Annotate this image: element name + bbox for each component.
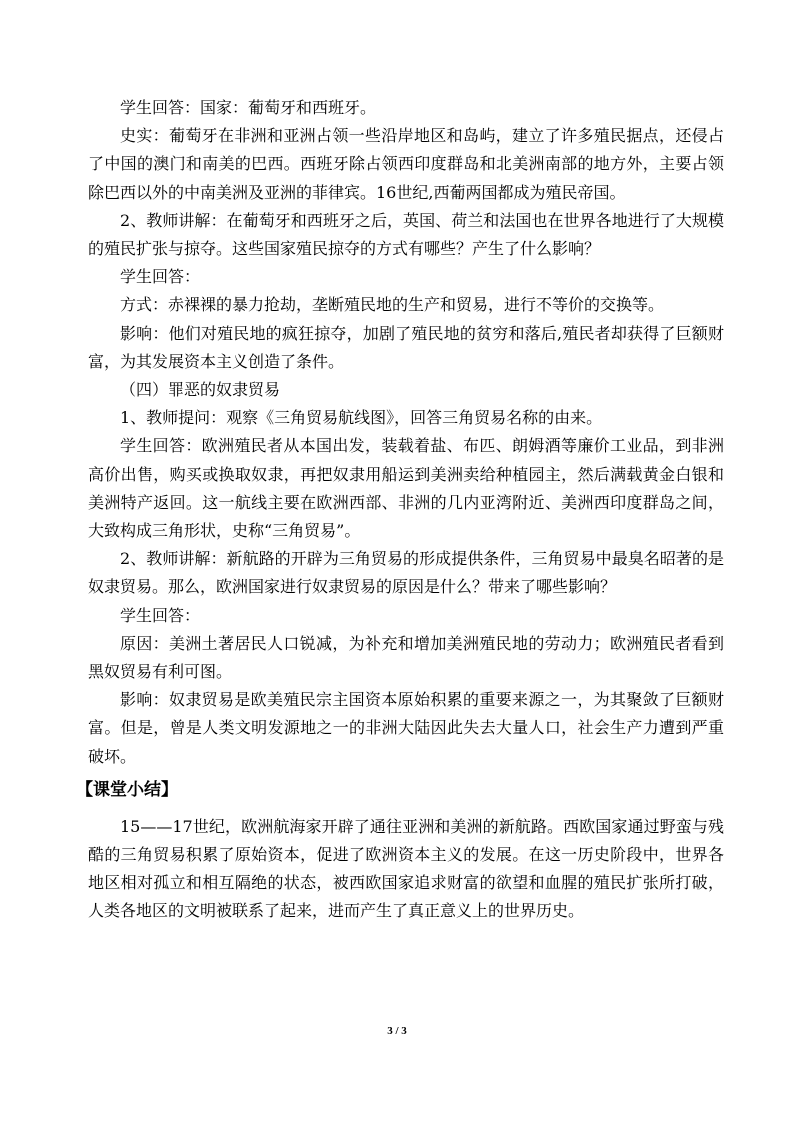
summary-heading: 【课堂小结】: [76, 779, 178, 800]
paragraph-methods: 方式：赤裸裸的暴力抢劫，垄断殖民地的生产和贸易，进行不等价的交换等。: [120, 295, 665, 315]
document-body: [76, 94, 724, 926]
paragraph-student-answer-triangle: 学生回答：欧洲殖民者从本国出发，装载着盐、布匹、朗姆酒等廉价工业品，到非洲高价出售，购买或换取奴隶，再把奴隶用船运到美洲卖给种植园主，然后满载黄金白银和美洲特产返回。这一航线主要在欧洲西部、非洲的几内亚湾附近、美洲西印度群岛之间，大致构成三角形状，史称“三角贸易”。: [88, 436, 724, 541]
paragraph-historical-facts: 史实：葡萄牙在非洲和亚洲占领一些沿岸地区和岛屿，建立了许多殖民据点，还侵占了中国的澳门和南美的巴西。西班牙除占领西印度群岛和北美洲南部的地方外，主要占领除巴西以外的中南美洲及亚洲的菲律宾。16世纪,西葡两国都成为殖民帝国。: [88, 126, 724, 202]
paragraph-teacher-question-triangle: 1、教师提问：观察《三角贸易航线图》，回答三角贸易名称的由来。: [120, 408, 603, 428]
paragraph-student-answer-label-2: 学生回答：: [120, 605, 201, 625]
paragraph-student-answer-label: 学生回答：: [120, 267, 201, 287]
paragraph-teacher-explanation-colonial: 2、教师讲解：在葡萄牙和西班牙之后，英国、荷兰和法国也在世界各地进行了大规模的殖民扩张与掠夺。这些国家殖民掠夺的方式有哪些？产生了什么影响？: [88, 210, 724, 259]
section-heading-slave-trade: （四）罪恶的奴隶贸易: [120, 380, 281, 400]
summary-paragraph: 15——17世纪，欧洲航海家开辟了通往亚洲和美洲的新航路。西欧国家通过野蛮与残酷的三角贸易积累了原始资本，促进了欧洲资本主义的发展。在这一历史阶段中，世界各地区相对孤立和相互隔绝的状态，被西欧国家追求财富的欲望和血腥的殖民扩张所打破，人类各地区的文明被联系了起来，进而产生了真正意义上的世界历史。: [88, 816, 724, 921]
paragraph-reasons: 原因：美洲土著居民人口锐减，为补充和增加美洲殖民地的劳动力；欧洲殖民者看到黑奴贸易有利可图。: [88, 633, 724, 682]
page-number: 3 / 3: [387, 1025, 407, 1037]
paragraph-teacher-explanation-slave: 2、教师讲解：新航路的开辟为三角贸易的形成提供条件，三角贸易中最臭名昭著的是奴隶贸易。那么，欧洲国家进行奴隶贸易的原因是什么？带来了哪些影响？: [88, 549, 724, 597]
paragraph-student-answer-countries: 学生回答：国家：葡萄牙和西班牙。: [120, 98, 377, 117]
paragraph-impact-colonial: 影响：他们对殖民地的疯狂掠夺，加剧了殖民地的贫穷和落后,殖民者却获得了巨额财富，为其发展资本主义创造了条件。: [88, 323, 724, 371]
paragraph-impact-slave: 影响：奴隶贸易是欧美殖民宗主国资本原始积累的重要来源之一，为其聚敛了巨额财富。但是，曾是人类文明发源地之一的非洲大陆因此失去大量人口，社会生产力遭到严重破坏。: [88, 690, 724, 766]
